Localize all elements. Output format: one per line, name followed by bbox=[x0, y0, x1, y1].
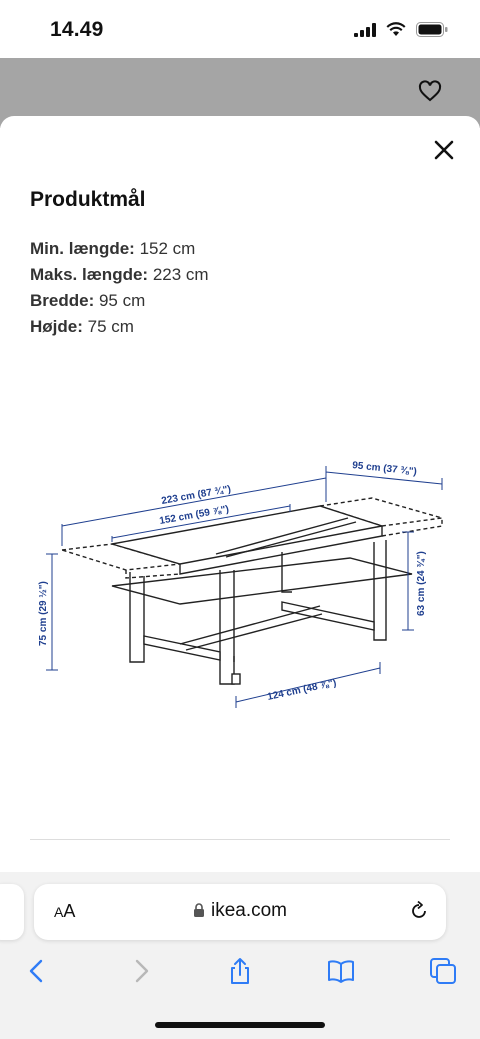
previous-tab-card[interactable] bbox=[0, 884, 24, 940]
status-time: 14.49 bbox=[50, 18, 104, 41]
dimension-value: 152 cm bbox=[139, 239, 196, 258]
battery-icon bbox=[416, 22, 448, 37]
height-dimension-label: 75 cm (29 ½") bbox=[38, 581, 49, 646]
dimension-row-width bbox=[30, 288, 209, 314]
dimension-label: Maks. længde: bbox=[30, 265, 149, 284]
browser-toolbar bbox=[0, 952, 480, 992]
dimension-row-max-length bbox=[30, 262, 209, 288]
back-chevron-icon[interactable] bbox=[22, 956, 52, 986]
wifi-icon bbox=[386, 22, 406, 37]
favorite-heart-icon[interactable] bbox=[418, 80, 442, 104]
cellular-signal-icon bbox=[354, 23, 376, 37]
width-dimension-label: 95 cm (37 ⅜") bbox=[351, 460, 418, 478]
bookmarks-book-icon[interactable] bbox=[326, 956, 356, 986]
dimension-label: Bredde: bbox=[30, 291, 95, 310]
text-size-large-glyph: A bbox=[63, 901, 76, 921]
dimension-row-height bbox=[30, 314, 209, 340]
dimension-value: 223 cm bbox=[152, 265, 209, 284]
forward-chevron-icon[interactable] bbox=[126, 956, 156, 986]
dimension-list bbox=[30, 236, 209, 340]
min-length-dimension-label: 152 cm (59 ⅞") bbox=[158, 503, 230, 527]
close-icon[interactable] bbox=[432, 138, 456, 162]
lock-icon bbox=[193, 903, 205, 918]
section-divider bbox=[30, 839, 450, 840]
dimension-row-min-length bbox=[30, 236, 209, 262]
reload-icon[interactable] bbox=[408, 900, 430, 922]
status-icons bbox=[354, 22, 448, 37]
home-indicator bbox=[155, 1022, 325, 1028]
address-bar[interactable] bbox=[34, 884, 446, 940]
sheet-title: Produktmål bbox=[30, 188, 146, 211]
tabs-overview-icon[interactable] bbox=[428, 956, 458, 986]
status-bar bbox=[0, 0, 480, 58]
max-length-dimension-label: 223 cm (87 ¾") bbox=[160, 483, 232, 507]
share-icon[interactable] bbox=[225, 956, 255, 986]
dimension-value: 95 cm bbox=[98, 291, 146, 310]
url-display[interactable] bbox=[34, 900, 446, 922]
dimension-value: 75 cm bbox=[87, 317, 134, 336]
leg-span-dimension-label: 124 cm (48 ⅞") bbox=[266, 677, 338, 703]
product-dimensions-sheet bbox=[0, 116, 480, 876]
dimension-label: Min. længde: bbox=[30, 239, 135, 258]
text-size-small-glyph: A bbox=[54, 904, 64, 920]
leg-height-dimension-label: 63 cm (24 ¾") bbox=[416, 551, 427, 616]
dimension-label: Højde: bbox=[30, 317, 83, 336]
url-text: ikea.com bbox=[210, 900, 288, 921]
table-dimension-diagram bbox=[30, 446, 450, 716]
